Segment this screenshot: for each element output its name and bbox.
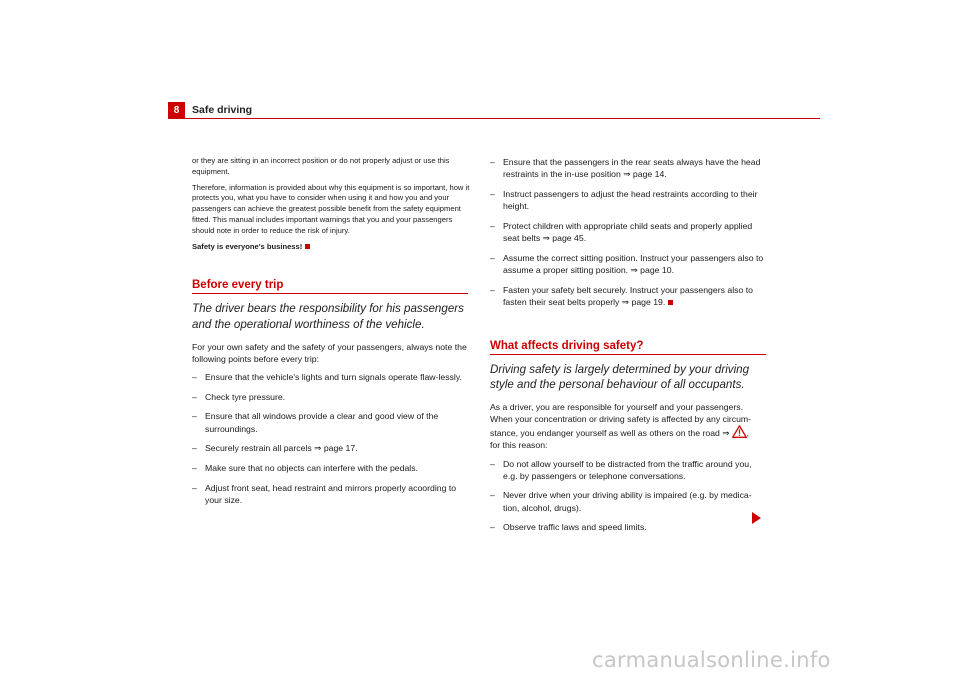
list-item-text: Never drive when your driving ability is impaired (e.g. by medica-tion, alcohol, drugs). <box>503 490 752 513</box>
continue-arrow-icon[interactable] <box>751 512 761 524</box>
affects-heading: What affects driving safety? <box>490 340 766 355</box>
list-item-text: Observe traffic laws and speed limits. <box>503 522 647 533</box>
list-item-text: Ensure that all windows provide a clear and good view of the surroundings. <box>205 411 439 434</box>
section-title: Safe driving <box>192 104 253 116</box>
list-dash: – <box>192 411 197 422</box>
list-item <box>192 482 470 506</box>
header-divider <box>168 118 820 119</box>
list-dash: – <box>192 462 197 473</box>
before-trip-list <box>192 371 470 506</box>
list-dash: – <box>490 522 495 533</box>
list-item <box>490 252 768 276</box>
list-item <box>192 410 470 434</box>
before-trip-intro: The driver bears the responsibility for his passengers and the operational worthiness of the vehicle. <box>192 302 464 331</box>
list-dash: – <box>490 490 495 501</box>
list-dash: – <box>192 482 197 493</box>
list-dash: – <box>490 252 495 263</box>
list-item <box>490 284 768 308</box>
affects-lead-tail: for this reason: <box>490 440 548 451</box>
list-item-text: Make sure that no objects can interfere with the pedals. <box>205 462 418 473</box>
safety-statement-text: Safety is everyone's business! <box>192 241 303 251</box>
affects-lead-text: As a driver, you are responsible for yourself and your passengers. When your concentration or driving safety is affected by any circum-stance, you endanger yourself as well as others on the road ⇒ <box>490 401 752 439</box>
list-dash: – <box>490 284 495 295</box>
list-item <box>490 156 768 180</box>
continuation-paragraph: or they are sitting in an incorrect position or do not properly adjust or use this equipment. <box>192 156 450 176</box>
warning-triangle-icon[interactable] <box>732 425 747 438</box>
safety-statement <box>192 242 470 253</box>
list-item-text: Ensure that the vehicle's lights and turn signals operate flaw-lessly. <box>205 371 462 382</box>
affects-intro: Driving safety is largely determined by your driving style and the personal behaviour of all occupants. <box>490 362 750 392</box>
list-item <box>192 462 470 474</box>
page-header <box>0 0 960 120</box>
left-column <box>192 156 470 514</box>
section-end-square-icon <box>668 300 673 305</box>
list-dash: – <box>490 220 495 231</box>
affects-lead-comma: , <box>746 428 749 439</box>
list-item-text: Check tyre pressure. <box>205 391 286 402</box>
therefore-paragraph: Therefore, information is provided about why this equipment is so important, how it protects you, what you have to consider when using it and how you and your passengers can achieve the greatest possible benefit from the safety equipment fitted. This manual includes important warnings that you and your passengers should note in order to reduce the risk of injury. <box>192 182 470 235</box>
before-trip-heading: Before every trip <box>192 279 468 294</box>
list-item <box>192 442 470 454</box>
affects-list <box>490 458 768 534</box>
list-item-text: Fasten your safety belt securely. Instruct your passengers also to fasten their seat belts properly ⇒ page 19. <box>503 284 753 307</box>
list-item-text: Ensure that the passengers in the rear seats always have the head restraints in the in-use position ⇒ page 14. <box>503 157 761 180</box>
section-end-square-icon <box>305 244 310 249</box>
list-dash: – <box>490 458 495 469</box>
list-item <box>490 521 768 533</box>
list-dash: – <box>490 188 495 199</box>
list-item <box>490 458 768 482</box>
affects-lead <box>490 401 768 452</box>
list-item <box>192 391 470 403</box>
list-dash: – <box>192 371 197 382</box>
list-dash: – <box>192 391 197 402</box>
list-item <box>192 371 470 383</box>
list-item-text: Instruct passengers to adjust the head restraints according to their height. <box>503 188 758 212</box>
watermark: carmanualsonline.info <box>592 648 831 672</box>
before-trip-list-continued <box>490 156 768 308</box>
list-dash: – <box>192 443 197 454</box>
list-item-text: Adjust front seat, head restraint and mirrors properly acoording to your size. <box>205 482 457 505</box>
list-dash: – <box>490 157 495 167</box>
list-item <box>490 188 768 212</box>
list-item-text: Securely restrain all parcels ⇒ page 17. <box>205 443 358 454</box>
list-item <box>490 489 768 513</box>
right-column <box>490 156 768 541</box>
page-number: 8 <box>168 102 185 119</box>
before-trip-lead: For your own safety and the safety of your passengers, always note the following points before every trip: <box>192 341 467 364</box>
list-item-text: Assume the correct sitting position. Instruct your passengers also to assume a proper sitting position. ⇒ page 10. <box>503 252 764 275</box>
list-item-text: Do not allow yourself to be distracted from the traffic around you, e.g. by passengers or telephone conversations. <box>503 458 752 481</box>
list-item <box>490 220 768 244</box>
list-item-text: Protect children with appropriate child seats and properly applied seat belts ⇒ page 45. <box>503 220 753 244</box>
